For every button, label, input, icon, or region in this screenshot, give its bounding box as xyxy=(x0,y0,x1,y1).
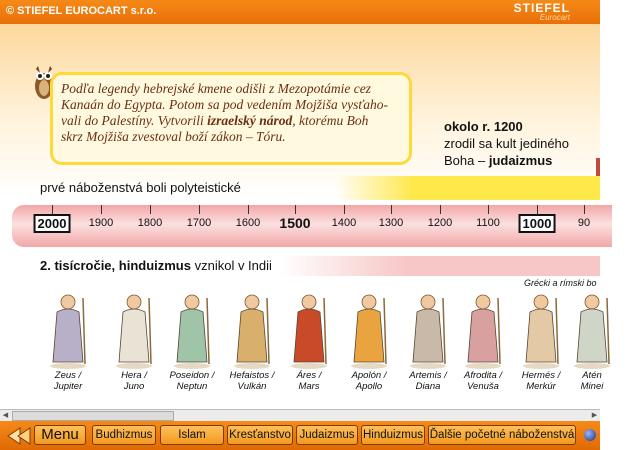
horizontal-scrollbar[interactable] xyxy=(0,409,600,421)
judaism-note-year: okolo r. 1200 xyxy=(444,119,523,134)
hinduism-text xyxy=(40,258,272,273)
god-name-roman: Diana xyxy=(415,381,441,392)
nav-button-krestanstvo[interactable]: Kresťanstvo xyxy=(227,425,293,445)
god-name-greek: Apolón / xyxy=(351,370,387,381)
god-name-roman: Merkúr xyxy=(526,381,556,392)
god-name-greek: Áres / xyxy=(296,370,322,381)
god-name-roman: Mars xyxy=(298,381,320,392)
judaism-note-line-3a: Boha – xyxy=(444,153,489,168)
timeline-year-label: 1200 xyxy=(427,217,453,229)
timeline-year-label: 1500 xyxy=(279,215,311,231)
god-name-roman: Jupiter xyxy=(53,381,83,392)
polytheism-text: prvé náboženstvá boli polyteistické xyxy=(40,180,241,195)
god-figure-6[interactable] xyxy=(399,290,457,370)
judaism-note-line-3b: judaizmus xyxy=(488,153,553,168)
god-name-greek: Hera / xyxy=(121,370,147,381)
god-name-0 xyxy=(33,370,103,392)
god-name-9 xyxy=(557,370,627,392)
legend-line-1: Podľa legendy hebrejské kmene odišli z Mezopotámie cez xyxy=(61,81,371,96)
god-figure-9[interactable] xyxy=(563,290,621,370)
god-name-roman: Minei xyxy=(580,381,604,392)
timeline-year-label: 90 xyxy=(577,217,591,229)
hinduism-text-b: hinduizmus xyxy=(118,258,191,273)
god-figure-7[interactable] xyxy=(454,290,512,370)
greek-roman-gods-label: Grécki a rímski bo xyxy=(524,278,597,288)
nav-button-judaizmus[interactable]: Judaizmus xyxy=(296,425,358,445)
judaism-note xyxy=(444,118,569,169)
timeline-year-label: 1100 xyxy=(476,217,500,229)
logo-sub: Eurocart xyxy=(539,13,570,22)
logo-brand: STIEFEL xyxy=(513,1,570,15)
nav-button-budhizmus[interactable]: Budhizmus xyxy=(92,425,156,445)
legend-line-3 xyxy=(61,113,401,129)
timeline-year-label: 1000 xyxy=(519,214,556,233)
god-figure-4[interactable] xyxy=(280,290,338,370)
god-name-greek: Artemis / xyxy=(409,370,447,381)
god-name-roman: Apollo xyxy=(355,381,383,392)
hinduism-highlight-bar xyxy=(280,256,600,276)
god-name-greek: Poseidon / xyxy=(169,370,215,381)
hinduism-text-c: vznikol v Indii xyxy=(190,258,272,273)
nav-button-islam[interactable]: Islam xyxy=(160,425,224,445)
timeline-bar xyxy=(12,205,612,247)
god-name-greek: Zeus / xyxy=(54,370,82,381)
god-figure-5[interactable] xyxy=(340,290,398,370)
god-name-greek: Hermés / xyxy=(521,370,561,381)
scrollbar-thumb[interactable] xyxy=(12,411,174,421)
timeline-year-label: 2000 xyxy=(34,214,71,233)
timeline-tick xyxy=(248,205,249,214)
god-name-roman: Venuša xyxy=(467,381,499,392)
top-bar xyxy=(0,0,600,24)
judaism-note-line-3 xyxy=(444,152,569,169)
legend-line-3c: , ktorému Boh xyxy=(292,113,369,128)
god-name-roman: Neptun xyxy=(176,381,208,392)
legend-line-2: Kanaán do Egypta. Potom sa pod vedením Mojžiša vysťaho- xyxy=(61,97,388,112)
god-name-greek: Afrodita / xyxy=(463,370,503,381)
legend-line-3b: izraelský národ xyxy=(207,113,293,128)
copyright-text: © STIEFEL EUROCART s.r.o. xyxy=(6,5,157,17)
legend-line-3a: vali do Palestíny. Vytvorili xyxy=(61,113,208,128)
judaism-highlight-bar xyxy=(335,176,600,200)
timeline-tick xyxy=(440,205,441,214)
timeline-tick xyxy=(344,205,345,214)
timeline-tick xyxy=(391,205,392,214)
back-arrow-icon[interactable] xyxy=(6,427,32,445)
timeline-tick xyxy=(150,205,151,214)
nav-button-dalsie[interactable]: Ďalšie početné náboženstvá xyxy=(428,425,576,445)
god-name-greek: Atén xyxy=(582,370,602,381)
side-tab[interactable] xyxy=(596,158,600,178)
god-figure-2[interactable] xyxy=(163,290,221,370)
timeline-tick xyxy=(199,205,200,214)
god-name-roman: Juno xyxy=(123,381,145,392)
judaism-note-line-2: zrodil sa kult jediného xyxy=(444,136,570,151)
god-name-roman: Vulkán xyxy=(237,381,267,392)
bottom-nav-bar xyxy=(0,421,600,450)
stiefel-logo xyxy=(514,1,570,22)
timeline-tick xyxy=(295,205,296,214)
timeline-tick xyxy=(488,205,489,214)
nav-button-hinduizmus[interactable]: Hinduizmus xyxy=(361,425,425,445)
timeline-tick xyxy=(101,205,102,214)
status-orb-icon[interactable] xyxy=(584,429,596,441)
god-name-greek: Hefaistos / xyxy=(229,370,275,381)
legend-text-box xyxy=(50,72,412,165)
timeline-year-label: 1700 xyxy=(186,217,212,229)
god-figure-0[interactable] xyxy=(39,290,97,370)
menu-button[interactable]: Menu xyxy=(34,425,86,445)
timeline-year-label: 1900 xyxy=(88,217,114,229)
hinduism-text-a: 2. tisícročie, xyxy=(40,258,119,273)
god-figure-3[interactable] xyxy=(223,290,281,370)
timeline-year-label: 1800 xyxy=(137,217,163,229)
scroll-left-arrow-icon[interactable]: ◀ xyxy=(2,412,9,419)
legend-line-4: skrz Mojžiša zvestoval boží zákon – Tóru. xyxy=(61,129,286,144)
timeline-tick xyxy=(584,205,585,214)
timeline-year-label: 1600 xyxy=(235,217,261,229)
timeline-year-label: 1300 xyxy=(378,217,404,229)
timeline-tick xyxy=(537,205,538,214)
god-figure-8[interactable] xyxy=(512,290,570,370)
god-figure-1[interactable] xyxy=(105,290,163,370)
timeline-tick xyxy=(52,205,53,214)
timeline-year-label: 1400 xyxy=(331,217,357,229)
scroll-right-arrow-icon[interactable]: ▶ xyxy=(591,412,598,419)
